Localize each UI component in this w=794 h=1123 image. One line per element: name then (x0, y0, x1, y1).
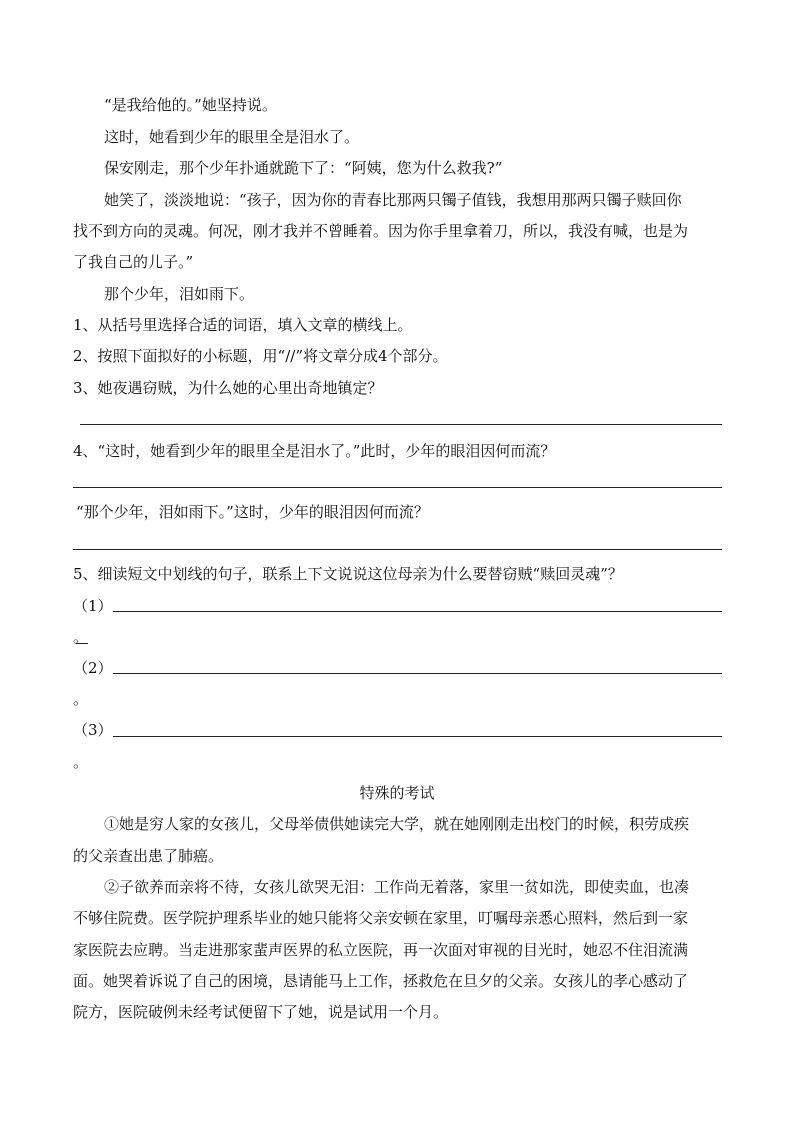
answer-line-3[interactable] (80, 424, 722, 425)
story2-paragraph-cont: 院方，医院破例未经考试便留下了她，说是试用一个月。 (73, 1003, 449, 1021)
story1-paragraph: 那个少年，泪如雨下。 (104, 285, 255, 303)
answer-line-4b[interactable] (73, 549, 722, 550)
answer-end-mark: 。 (73, 628, 89, 646)
question-1: 1、从括号里选择合适的词语，填入文章的横线上。 (73, 316, 413, 334)
story1-paragraph-cont: 找不到方向的灵魂。何况，刚才我并不曾睡着。因为你手里拿着刀，所以，我没有喊，也是为 (73, 222, 689, 240)
question-4: 4、“这时，她看到少年的眼里全是泪水了。”此时，少年的眼泪因何而流？ (73, 442, 556, 460)
story2-paragraph-cont: 不够住院费。医学院护理系毕业的她只能将父亲安顿在家里，叮嘱母亲悉心照料，然后到一家 (73, 909, 689, 927)
story1-paragraph: 这时，她看到少年的眼里全是泪水了。 (104, 128, 360, 146)
answer-label-1: （1） (73, 597, 113, 615)
story1-paragraph-cont: 了我自己的儿子。” (73, 253, 194, 271)
story2-paragraph-cont: 家医院去应聘。当走进那家蜚声医界的私立医院，再一次面对审视的目光时，她忍不住泪流满 (73, 941, 689, 959)
story2-paragraph-cont: 面。她哭着诉说了自己的困境，恳请能马上工作，拯救危在旦夕的父亲。女孩儿的孝心感动了 (73, 972, 689, 990)
answer-line-5-2[interactable] (113, 673, 722, 674)
answer-line-4a[interactable] (73, 487, 722, 488)
answer-end-underline (76, 643, 88, 644)
question-2: 2、按照下面拟好的小标题，用“//”将文章分成4个部分。 (73, 347, 448, 365)
answer-end-mark: 。 (73, 690, 89, 708)
answer-label-2: （2） (73, 659, 113, 677)
answer-line-5-3[interactable] (113, 736, 722, 737)
story2-paragraph: ②子欲养而亲将不待，女孩儿欲哭无泪：工作尚无着落，家里一贫如洗，即使卖血，也凑 (104, 878, 690, 896)
story1-paragraph: “是我给他的。”她坚持说。 (104, 96, 277, 114)
question-5: 5、细读短文中划线的句子，联系上下文说说这位母亲为什么要替窃贼“赎回灵魂”？ (73, 565, 623, 583)
answer-label-3: （3） (73, 721, 113, 739)
question-3: 3、她夜遇窃贼，为什么她的心里出奇地镇定？ (73, 379, 383, 397)
story2-paragraph: ①她是穷人家的女孩儿，父母举债供她读完大学，就在她刚刚走出校门的时候，积劳成疾 (104, 815, 690, 833)
question-4b: “那个少年，泪如雨下。”这时，少年的眼泪因何而流？ (76, 503, 429, 521)
story1-paragraph: 她笑了，淡淡地说：“孩子，因为你的青春比那两只镯子值钱，我想用那两只镯子赎回你 (104, 191, 682, 209)
answer-end-mark: 。 (73, 753, 89, 771)
story2-title: 特殊的考试 (359, 784, 435, 802)
story1-paragraph: 保安刚走，那个少年扑通就跪下了：“阿姨，您为什么救我?” (104, 159, 503, 177)
answer-line-5-1[interactable] (113, 611, 722, 612)
story2-paragraph-cont: 的父亲查出患了肺癌。 (73, 847, 224, 865)
